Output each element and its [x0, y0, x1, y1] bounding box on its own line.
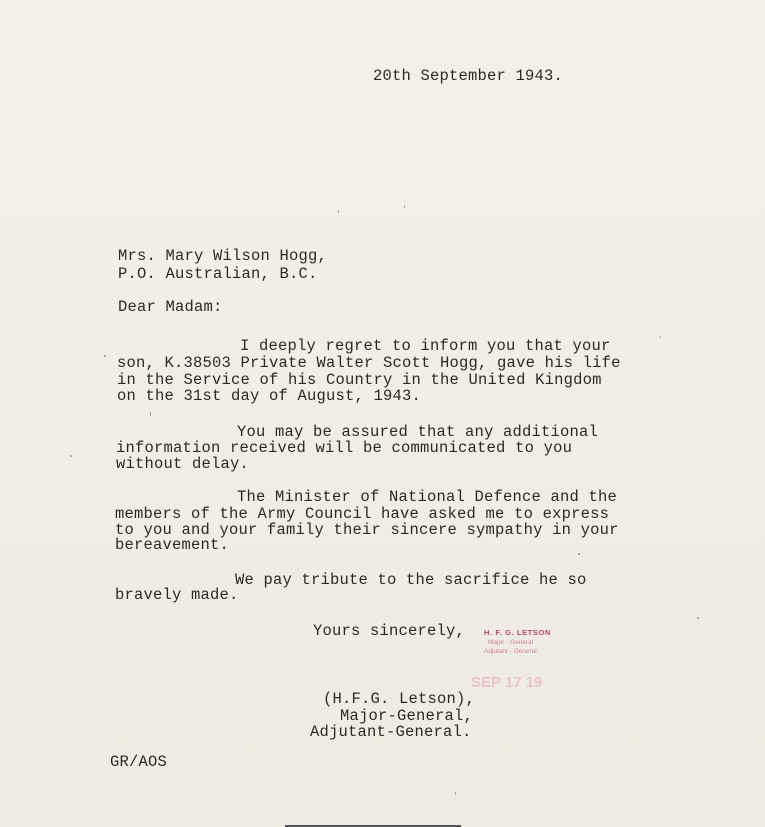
paragraph-line: son, K.38503 Private Walter Scott Hogg, gave his life: [117, 354, 621, 372]
recipient-name: Mrs. Mary Wilson Hogg,: [118, 247, 328, 265]
paper-speck: [150, 412, 151, 416]
paper-speck: [697, 617, 699, 619]
recipient-address: P.O. Australian, B.C.: [118, 265, 318, 283]
signature-name: (H.F.G. Letson),: [323, 690, 476, 708]
paragraph-line: bereavement.: [115, 536, 230, 554]
paper-speck: [578, 553, 580, 555]
salutation: Dear Madam:: [118, 298, 223, 316]
signature-title: Adjutant-General.: [310, 723, 472, 741]
paper-speck: [70, 455, 72, 457]
paragraph-line: on the 31st day of August, 1943.: [117, 387, 422, 405]
paragraph-line: You may be assured that any additional: [237, 423, 599, 441]
reference-code: GR/AOS: [110, 753, 168, 771]
letter-date: 20th September 1943.: [373, 67, 564, 85]
paragraph-line: information received will be communicated to you: [116, 439, 573, 457]
paragraph-line: to you and your family their sincere sympathy in your: [115, 521, 619, 539]
paper-speck: [455, 792, 456, 795]
paragraph-line: The Minister of National Defence and the: [237, 488, 618, 506]
paragraph-line: in the Service of his Country in the United Kingdom: [117, 371, 602, 389]
closing: Yours sincerely,: [313, 622, 466, 640]
received-date-stamp: SEP 17 19: [471, 674, 543, 691]
paragraph-line: I deeply regret to inform you that your: [240, 337, 611, 355]
signature-stamp-name: H. F. G. LETSON: [484, 628, 551, 637]
signature-rank: Major-General,: [340, 707, 474, 725]
paragraph-line: members of the Army Council have asked me to express: [115, 505, 610, 523]
paper-speck: [404, 205, 405, 208]
paragraph-line: We pay tribute to the sacrifice he so: [235, 571, 587, 589]
paragraph-line: bravely made.: [115, 586, 239, 604]
paper-speck: [338, 210, 339, 213]
signature-stamp-title1: Major - General: [488, 639, 534, 646]
paragraph-line: without delay.: [116, 455, 250, 473]
signature-stamp-title2: Adjutant - General: [484, 648, 537, 655]
paper-speck: [660, 336, 661, 338]
paper-speck: [104, 355, 106, 357]
